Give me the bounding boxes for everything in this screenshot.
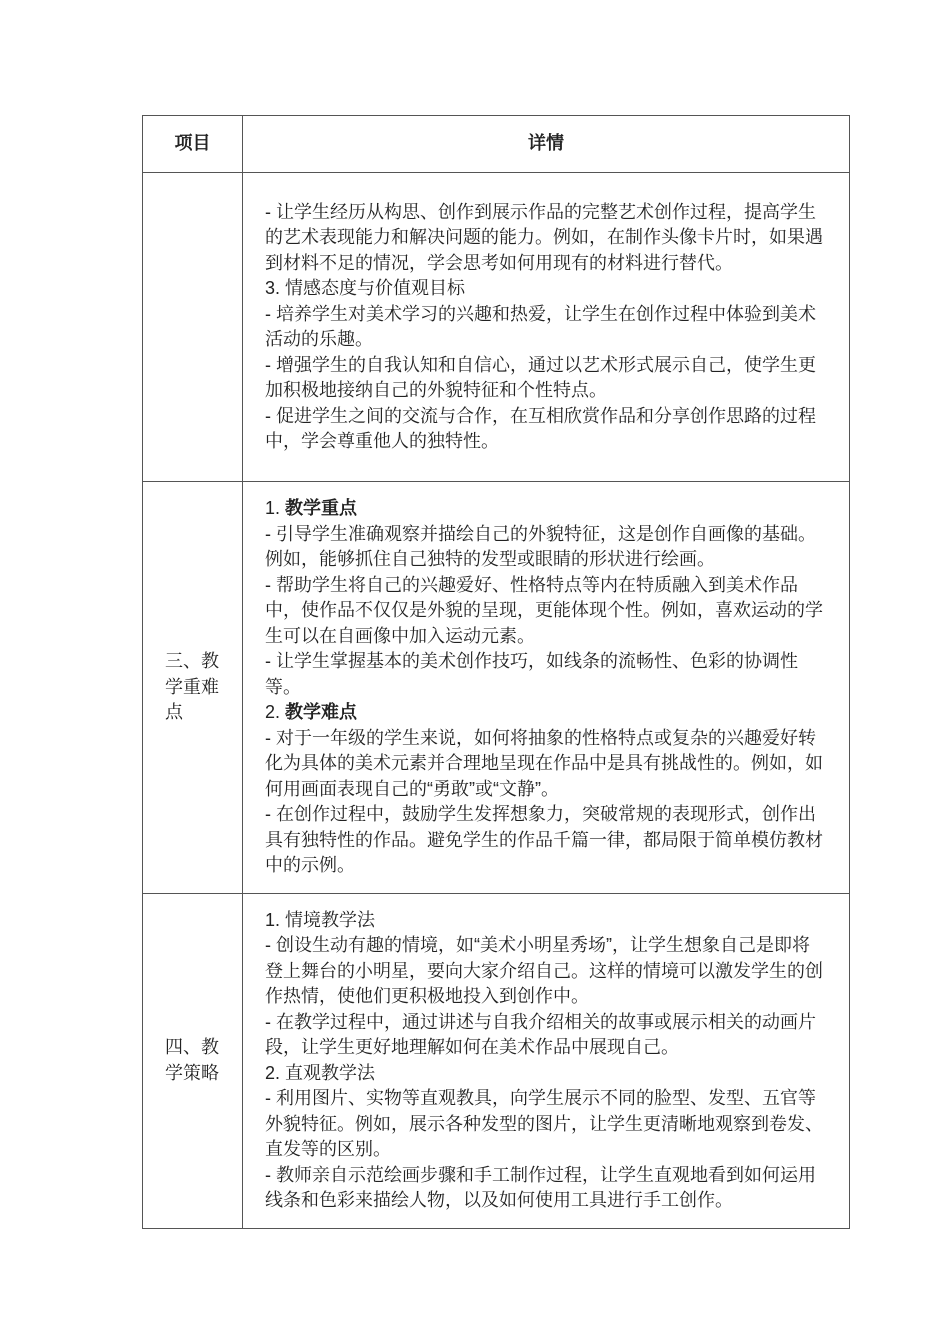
table-header-row xyxy=(143,116,850,173)
paragraph: - 教师亲自示范绘画步骤和手工制作过程，让学生直观地看到如何运用线条和色彩来描绘人物，以及如何使用工具进行手工创作。 xyxy=(265,1164,816,1210)
row-label-text: 三、教学重难点 xyxy=(165,651,219,722)
paragraph: - 对于一年级的学生来说，如何将抽象的性格特点或复杂的兴趣爱好转化为具体的美术元素并合理地呈现在作品中是具有挑战性的。例如，如何用画面表现自己的“勇敢”或“文静”。 xyxy=(265,727,823,799)
row-detail xyxy=(243,173,850,482)
paragraph: 1. 情境教学法 xyxy=(265,909,376,930)
table-row xyxy=(143,173,850,482)
row-detail xyxy=(243,482,850,894)
section-heading xyxy=(265,496,825,522)
lesson-plan-table xyxy=(142,115,850,1229)
heading-text: 教学难点 xyxy=(285,702,358,722)
paragraph: - 在创作过程中，鼓励学生发挥想象力，突破常规的表现形式，创作出具有独特性的作品。避免学生的作品千篇一律，都局限于简单模仿教材中的示例。 xyxy=(265,804,823,875)
paragraph: - 让学生掌握基本的美术创作技巧，如线条的流畅性、色彩的协调性等。 xyxy=(265,651,798,697)
table-row xyxy=(143,893,850,1228)
paragraph: - 让学生经历从构思、创作到展示作品的完整艺术创作过程，提高学生的艺术表现能力和解决问题的能力。例如，在制作头像卡片时，如果遇到材料不足的情况，学会思考如何用现有的材料进行替代。 xyxy=(265,201,823,273)
row-label xyxy=(143,482,243,894)
row-detail xyxy=(243,893,850,1228)
paragraph: - 创设生动有趣的情境，如“美术小明星秀场”，让学生想象自己是即将登上舞台的小明星，要向大家介绍自己。这样的情境可以激发学生的创作热情，使他们更积极地投入到创作中。 xyxy=(265,935,823,1006)
paragraph: - 促进学生之间的交流与合作，在互相欣赏作品和分享创作思路的过程中，学会尊重他人的独特性。 xyxy=(265,405,816,451)
paragraph: - 在教学过程中，通过讲述与自我介绍相关的故事或展示相关的动画片段，让学生更好地理解如何在美术作品中展现自己。 xyxy=(265,1011,816,1057)
paragraph: - 引导学生准确观察并描绘自己的外貌特征，这是创作自画像的基础。例如，能够抓住自己独特的发型或眼睛的形状进行绘画。 xyxy=(265,523,816,569)
paragraph: - 帮助学生将自己的兴趣爱好、性格特点等内在特质融入到美术作品中，使作品不仅仅是外貌的呈现，更能体现个性。例如，喜欢运动的学生可以在自画像中加入运动元素。 xyxy=(265,574,823,646)
paragraph: - 利用图片、实物等直观教具，向学生展示不同的脸型、发型、五官等外貌特征。例如，展示各种发型的图片，让学生更清晰地观察到卷发、直发等的区别。 xyxy=(265,1088,823,1159)
heading-number: 1. xyxy=(265,498,286,518)
heading-text: 教学重点 xyxy=(285,498,358,518)
section-heading xyxy=(265,700,825,726)
paragraph: - 培养学生对美术学习的兴趣和热爱，让学生在创作过程中体验到美术活动的乐趣。 xyxy=(265,303,816,349)
row-label-text: 四、教学策略 xyxy=(165,1037,219,1083)
paragraph: 3. 情感态度与价值观目标 xyxy=(265,278,466,298)
header-detail: 详情 xyxy=(243,116,850,173)
paragraph: 2. 直观教学法 xyxy=(265,1062,376,1083)
table-row xyxy=(143,482,850,894)
row-label xyxy=(143,893,243,1228)
header-item: 项目 xyxy=(143,116,243,173)
paragraph: - 增强学生的自我认知和自信心，通过以艺术形式展示自己，使学生更加积极地接纳自己的外貌特征和个性特点。 xyxy=(265,354,816,400)
row-label xyxy=(143,173,243,482)
heading-number: 2. xyxy=(265,702,286,722)
